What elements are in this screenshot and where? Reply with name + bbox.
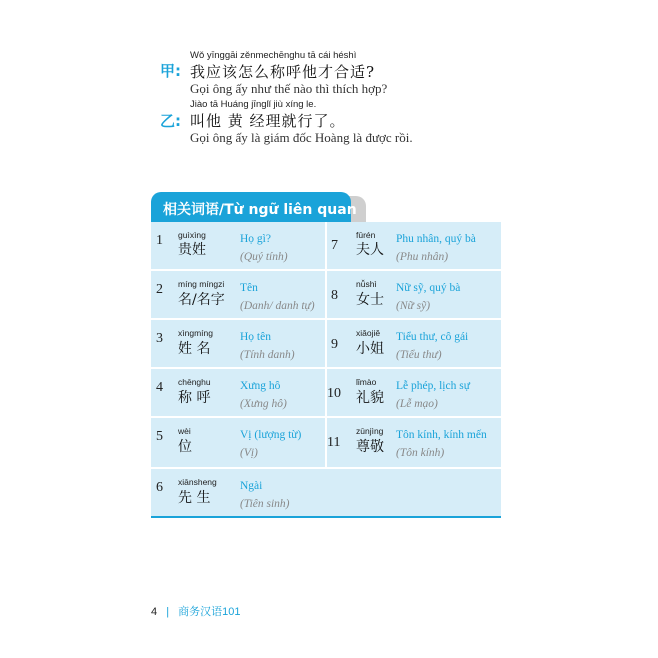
vocab-pinyin: guìxìng bbox=[178, 230, 206, 240]
speaker-a-label: 甲: bbox=[160, 62, 181, 80]
vocab-chinese: 姓 名 bbox=[178, 341, 211, 357]
vocab-pinyin: míng míngzi bbox=[178, 279, 225, 289]
vocab-pinyin: zūnjìng bbox=[356, 426, 384, 436]
dialogue-1-chinese: 我应该怎么称呼他才合适? bbox=[190, 63, 376, 81]
vocab-pinyin: nǚshì bbox=[356, 279, 377, 289]
vocab-hanviet: (Tiểu thư) bbox=[396, 349, 442, 361]
vocab-table bbox=[151, 222, 501, 518]
vocab-number: 7 bbox=[331, 238, 338, 253]
dialogue-2-vietnamese: Gọi ông ấy là giám đốc Hoàng là được rồi. bbox=[190, 130, 413, 145]
vocab-number: 3 bbox=[156, 331, 163, 346]
vocab-number: 4 bbox=[156, 380, 163, 395]
vocab-chinese: 贵姓 bbox=[178, 242, 206, 258]
vocab-meaning: Phu nhân, quý bà bbox=[396, 233, 476, 245]
vocab-meaning: Vị (lượng từ) bbox=[240, 429, 302, 441]
vocab-hanviet: (Tiên sinh) bbox=[240, 498, 290, 510]
column-divider bbox=[325, 222, 327, 469]
vocab-hanviet: (Tôn kính) bbox=[396, 447, 445, 459]
vocab-chinese: 称 呼 bbox=[178, 390, 211, 406]
vocab-pinyin: fūrén bbox=[356, 230, 376, 240]
vocab-hanviet: (Quý tính) bbox=[240, 251, 288, 263]
vocab-chinese: 先 生 bbox=[178, 490, 211, 506]
page-footer bbox=[151, 603, 240, 619]
vocab-number: 11 bbox=[327, 435, 341, 450]
footer-separator: | bbox=[166, 606, 170, 618]
vocab-chinese: 夫人 bbox=[356, 242, 384, 258]
vocab-chinese: 位 bbox=[178, 439, 192, 455]
vocab-hanviet: (Danh/ danh tự) bbox=[240, 300, 315, 312]
vocab-number: 2 bbox=[156, 282, 163, 297]
vocab-hanviet: (Vị) bbox=[240, 447, 258, 459]
vocab-number: 8 bbox=[331, 288, 338, 303]
vocab-number: 9 bbox=[331, 337, 338, 352]
vocab-meaning: Tiểu thư, cô gái bbox=[396, 331, 469, 343]
vocab-hanviet: (Xưng hô) bbox=[240, 398, 287, 410]
vocab-number: 6 bbox=[156, 480, 163, 495]
dialogue-1-pinyin: Wǒ yīnggāi zěnmechēnghu tā cái héshì bbox=[190, 50, 357, 61]
vocab-meaning: Họ tên bbox=[240, 331, 271, 343]
dialogue-2-pinyin: Jiào tā Huáng jīnglǐ jiù xíng le. bbox=[190, 99, 317, 110]
vocab-meaning: Ngài bbox=[240, 480, 263, 492]
vocab-meaning: Nữ sỹ, quý bà bbox=[396, 282, 461, 294]
book-title: 商务汉语101 bbox=[178, 606, 241, 618]
vocab-hanviet: (Tính danh) bbox=[240, 349, 295, 361]
vocab-pinyin: wèi bbox=[178, 426, 191, 436]
vocab-number: 5 bbox=[156, 429, 163, 444]
speaker-b-label: 乙: bbox=[160, 112, 181, 130]
vocab-meaning: Tên bbox=[240, 282, 258, 294]
vocab-hanviet: (Lễ mạo) bbox=[396, 398, 438, 410]
vocab-pinyin: xiānsheng bbox=[178, 477, 217, 487]
vocab-meaning: Họ gì? bbox=[240, 233, 271, 245]
vocab-chinese: 尊敬 bbox=[356, 439, 384, 455]
vocab-pinyin: lǐmào bbox=[356, 377, 377, 387]
vocab-pinyin: xìngmíng bbox=[178, 328, 213, 338]
vocab-chinese: 女士 bbox=[356, 292, 384, 308]
vocab-hanviet: (Phu nhân) bbox=[396, 251, 449, 263]
vocab-hanviet: (Nữ sỹ) bbox=[396, 300, 431, 312]
vocab-number: 10 bbox=[327, 386, 341, 401]
vocab-title: 相关词语/Từ ngữ liên quan bbox=[163, 202, 357, 218]
vocab-chinese: 礼貌 bbox=[356, 390, 384, 406]
vocab-meaning: Xưng hô bbox=[240, 380, 281, 392]
page-number: 4 bbox=[151, 606, 158, 618]
vocab-meaning: Tôn kính, kính mến bbox=[396, 429, 487, 441]
dialogue-1-vietnamese: Gọi ông ấy như thế nào thì thích hợp? bbox=[190, 81, 388, 96]
vocab-pinyin: chēnghu bbox=[178, 377, 211, 387]
vocab-meaning: Lễ phép, lịch sự bbox=[396, 380, 470, 392]
vocab-number: 1 bbox=[156, 233, 163, 248]
dialogue-2-chinese: 叫他 黄 经理就行了。 bbox=[190, 112, 346, 130]
vocab-chinese: 名/名字 bbox=[178, 292, 225, 308]
vocab-pinyin: xiǎojiě bbox=[356, 328, 381, 338]
vocab-chinese: 小姐 bbox=[356, 341, 384, 357]
